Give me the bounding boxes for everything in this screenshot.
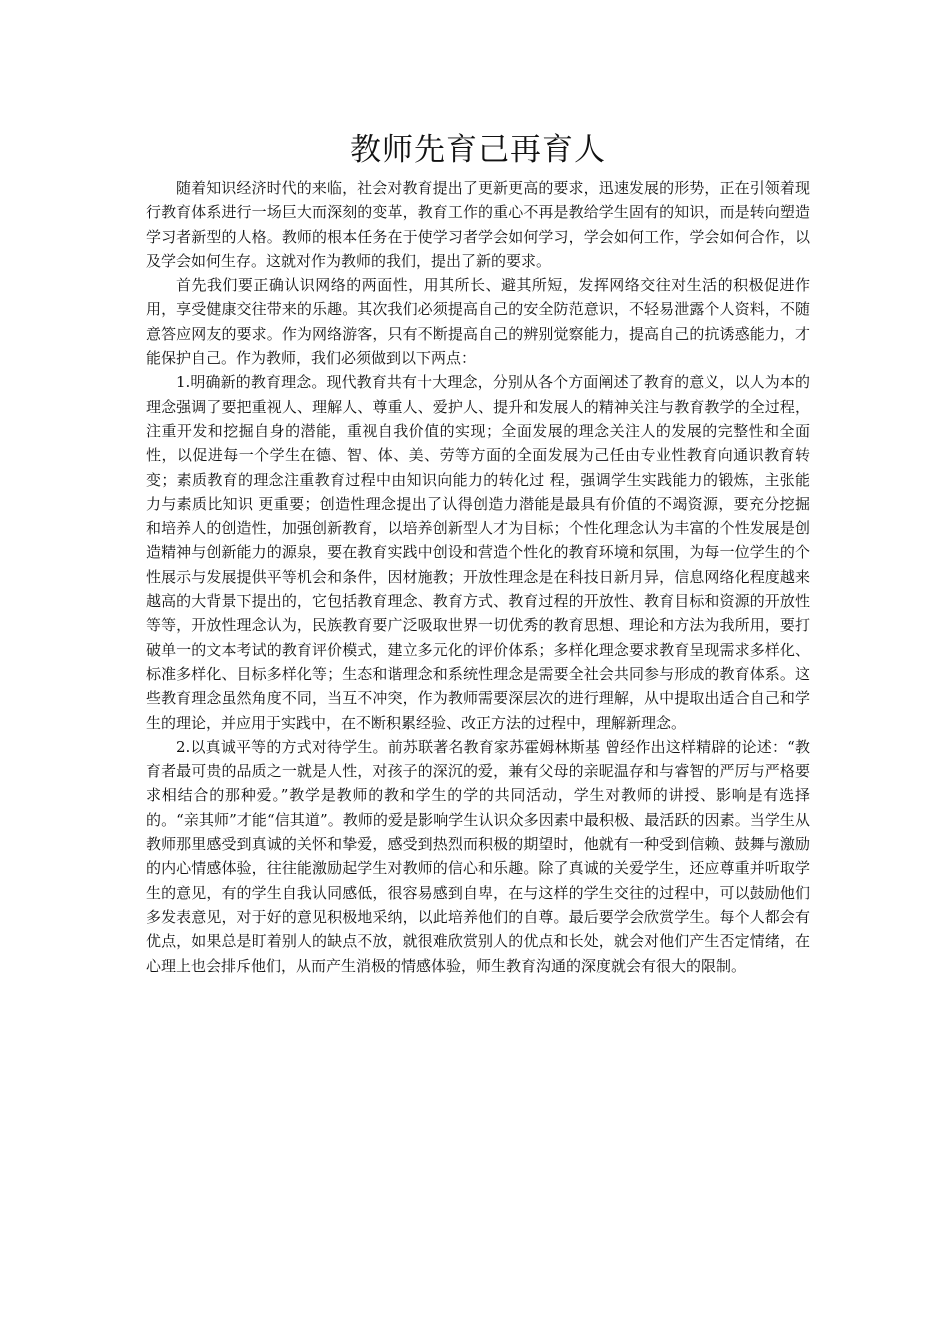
document-page — [146, 124, 810, 978]
paragraph-point-2: 2.以真诚平等的方式对待学生。前苏联著名教育家苏霍姆林斯基 曾经作出这样精辟的论述：“教育者最可贵的品质之一就是人性，对孩子的深沉的爱，兼有父母的亲昵温存和与睿智的严厉与严格要求相结合的那种爱。”教学是教师的教和学生的学的共同活动，学生对教师的讲授、影响是有选择的。“亲其师”才能“信其道”。教师的爱是影响学生认识众多因素中最积极、最活跃的因素。当学生从教师那里感受到真诚的关怀和挚爱，感受到热烈而积极的期望时，他就有一种受到信赖、鼓舞与激励的内心情感体验，往往能激励起学生对教师的信心和乐趣。除了真诚的关爱学生，还应尊重并听取学生的意见，有的学生自我认同感低，很容易感到自卑，在与这样的学生交往的过程中，可以鼓励他们多发表意见，对于好的意见积极地采纳，以此培养他们的自尊。最后要学会欣赏学生。每个人都会有优点，如果总是盯着别人的缺点不放，就很难欣赏别人的优点和长处，就会对他们产生否定情绪，在心理上也会排斥他们，从而产生消极的情感体验，师生教育沟通的深度就会有很大的限制。 — [146, 737, 810, 975]
paragraph-network: 首先我们要正确认识网络的两面性，用其所长、避其所短，发挥网络交往对生活的积极促进作用，享受健康交往带来的乐趣。其次我们必须提高自己的安全防范意识，不轻易泄露个人资料，不随意答应网友的要求。作为网络游客，只有不断提高自己的辨别觉察能力，提高自己的抗诱惑能力，才能保护自己。作为教师，我们必须做到以下两点： — [146, 276, 810, 368]
document-title: 教师先育己再育人 — [350, 132, 606, 168]
paragraph-intro: 随着知识经济时代的来临，社会对教育提出了更新更高的要求，迅速发展的形势，正在引领着现行教育体系进行一场巨大而深刻的变革，教育工作的重心不再是教给学生固有的知识，而是转向塑造学习者新型的人格。教师的根本任务在于使学习者学会如何学习，学会如何工作，学会如何合作，以及学会如何生存。这就对作为教师的我们，提出了新的要求。 — [146, 179, 810, 270]
paragraph-point-1: 1.明确新的教育理念。现代教育共有十大理念，分别从各个方面阐述了教育的意义，以人为本的理念强调了要把重视人、理解人、尊重人、爱护人、提升和发展人的精神关注与教育教学的全过程，注重开发和挖掘自身的潜能，重视自我价值的实现；全面发展的理念关注人的发展的完整性和全面性，以促进每一个学生在德、智、体、美、劳等方面的全面发展为己任由专业性教育向通识教育转变；素质教育的理念注重教育过程中由知识向能力的转化过 程，强调学生实践能力的锻炼，主张能力与素质比知识 更重要；创造性理念提出了认得创造力潜能是最具有价值的不竭资源，要充分挖掘和培养人的创造性，加强创新教育，以培养创新型人才为目标；个性化理念认为丰富的个性发展是创造精神与创新能力的源泉，要在教育实践中创设和营造个性化的教育环境和氛围，为每一位学生的个性展示与发展提供平等机会和条件，因材施教；开放性理念是在科技日新月异，信息网络化程度越来越高的大背景下提出的，它包括教育理念、教育方式、教育过程的开放性、教育目标和资源的开放性等等，开放性理念认为，民族教育要广泛吸取世界一切优秀的教育思想、理论和方法为我所用，要打破单一的文本考试的教育评价模式，建立多元化的评价体系；多样化理念要求教育呈现需求多样化、标准多样化、目标多样化等；生态和谐理念和系统性理念是需要全社会共同参与形成的教育体系。这些教育理念虽然角度不同，当互不冲突，作为教师需要深层次的进行理解，从中提取出适合自己和学生的理论，并应用于实践中，在不断积累经验、改正方法的过程中，理解新理念。 — [146, 373, 810, 732]
